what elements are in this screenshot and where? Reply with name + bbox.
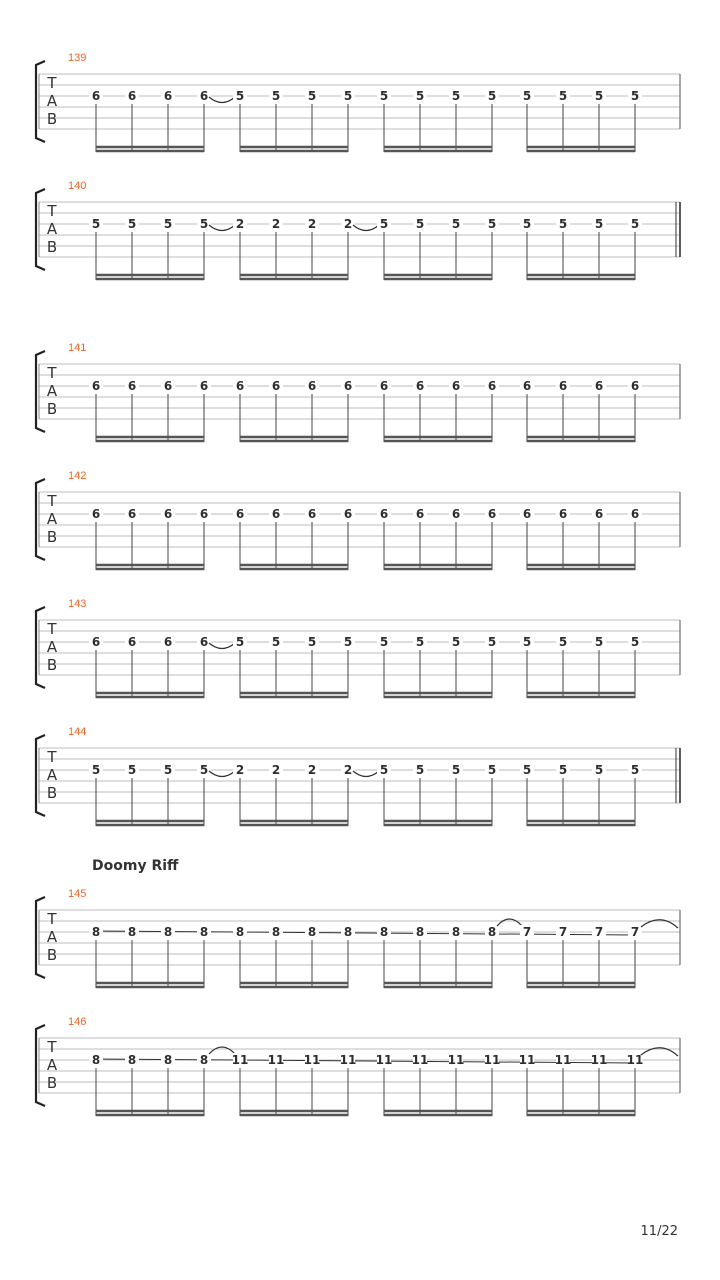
fret-number: 6 — [235, 507, 245, 521]
fret-number: 11 — [267, 1053, 285, 1067]
tab-system — [36, 726, 680, 826]
measure-number: 141 — [68, 342, 87, 354]
measure-number: 144 — [68, 726, 87, 738]
fret-number: 6 — [199, 89, 209, 103]
tab-clef-letter: B — [46, 528, 58, 546]
tab-system — [36, 180, 680, 280]
fret-number: 8 — [451, 925, 461, 939]
fret-number: 5 — [91, 217, 101, 231]
fret-number: 6 — [594, 379, 604, 393]
fret-number: 6 — [522, 379, 532, 393]
fret-number: 2 — [271, 217, 281, 231]
tab-system — [36, 52, 680, 152]
fret-number: 8 — [163, 1053, 173, 1067]
fret-number: 7 — [558, 925, 568, 939]
fret-number: 6 — [91, 89, 101, 103]
fret-number: 6 — [199, 379, 209, 393]
fret-number: 6 — [163, 635, 173, 649]
fret-number: 2 — [235, 217, 245, 231]
fret-number: 5 — [199, 217, 209, 231]
fret-number: 5 — [343, 635, 353, 649]
tab-clef-letter: A — [46, 638, 58, 656]
fret-number: 6 — [379, 507, 389, 521]
system-bracket — [36, 479, 45, 560]
tab-clef-letter: A — [46, 92, 58, 110]
fret-number: 7 — [594, 925, 604, 939]
fret-number: 5 — [379, 217, 389, 231]
tab-clef-letter: T — [47, 74, 57, 92]
fret-number: 6 — [127, 379, 137, 393]
fret-number: 8 — [91, 1053, 101, 1067]
tab-clef-letter: B — [46, 784, 58, 802]
fret-number: 2 — [343, 763, 353, 777]
fret-number: 11 — [411, 1053, 429, 1067]
fret-number: 6 — [199, 507, 209, 521]
fret-number: 11 — [590, 1053, 608, 1067]
measure-number: 142 — [68, 470, 87, 482]
fret-number: 5 — [522, 635, 532, 649]
tie — [353, 225, 379, 231]
fret-number: 8 — [379, 925, 389, 939]
fret-number: 5 — [522, 89, 532, 103]
tie — [497, 919, 522, 926]
fret-number: 5 — [487, 217, 497, 231]
fret-number: 7 — [630, 925, 640, 939]
fret-number: 6 — [630, 507, 640, 521]
tab-clef-letter: T — [47, 202, 57, 220]
system-bracket — [36, 351, 45, 432]
system-bracket — [36, 1025, 45, 1106]
fret-number: 5 — [522, 217, 532, 231]
fret-number: 8 — [127, 925, 137, 939]
fret-number: 5 — [487, 635, 497, 649]
fret-number: 6 — [415, 379, 425, 393]
fret-number: 5 — [127, 217, 137, 231]
fret-number: 5 — [594, 763, 604, 777]
fret-number: 11 — [483, 1053, 501, 1067]
fret-number: 5 — [127, 763, 137, 777]
fret-number: 5 — [487, 763, 497, 777]
fret-number: 5 — [415, 217, 425, 231]
fret-number: 5 — [415, 763, 425, 777]
fret-number: 6 — [127, 635, 137, 649]
fret-number: 6 — [558, 507, 568, 521]
tab-clef-letter: T — [47, 620, 57, 638]
measure-number: 140 — [68, 180, 87, 192]
fret-number: 6 — [271, 379, 281, 393]
tab-systems — [36, 52, 680, 1116]
fret-number: 5 — [199, 763, 209, 777]
tab-clef-letter: T — [47, 492, 57, 510]
fret-number: 8 — [235, 925, 245, 939]
fret-number: 5 — [594, 89, 604, 103]
fret-number: 6 — [271, 507, 281, 521]
fret-number: 5 — [630, 89, 640, 103]
tab-clef-letter: A — [46, 928, 58, 946]
fret-number: 6 — [522, 507, 532, 521]
fret-number: 5 — [451, 763, 461, 777]
measure-number: 139 — [68, 52, 87, 64]
tab-clef-letter: T — [47, 748, 57, 766]
fret-number: 8 — [199, 1053, 209, 1067]
fret-number: 5 — [271, 635, 281, 649]
fret-number: 5 — [594, 635, 604, 649]
fret-number: 11 — [447, 1053, 465, 1067]
fret-number: 5 — [307, 89, 317, 103]
fret-number: 6 — [91, 635, 101, 649]
fret-number: 6 — [343, 379, 353, 393]
tab-clef-letter: A — [46, 766, 58, 784]
fret-number: 5 — [163, 217, 173, 231]
fret-number: 5 — [163, 763, 173, 777]
tab-clef-letter: B — [46, 656, 58, 674]
fret-number: 6 — [127, 89, 137, 103]
fret-number: 6 — [487, 379, 497, 393]
fret-number: 5 — [235, 635, 245, 649]
tab-system — [36, 470, 680, 570]
fret-number: 11 — [518, 1053, 536, 1067]
tab-clef-letter: T — [47, 1038, 57, 1056]
tab-clef-letter: A — [46, 1056, 58, 1074]
fret-number: 11 — [339, 1053, 357, 1067]
tab-clef-letter: B — [46, 946, 58, 964]
tab-clef-letter: B — [46, 110, 58, 128]
tie — [209, 225, 235, 231]
fret-number: 5 — [558, 635, 568, 649]
fret-number: 8 — [343, 925, 353, 939]
system-bracket — [36, 189, 45, 270]
system-bracket — [36, 61, 45, 142]
fret-number: 8 — [199, 925, 209, 939]
tab-clef-letter: A — [46, 382, 58, 400]
fret-number: 5 — [558, 217, 568, 231]
fret-number: 6 — [343, 507, 353, 521]
tab-clef-letter: B — [46, 1074, 58, 1092]
fret-number: 6 — [127, 507, 137, 521]
fret-number: 2 — [235, 763, 245, 777]
system-bracket — [36, 735, 45, 816]
fret-number: 11 — [231, 1053, 249, 1067]
system-bracket — [36, 897, 45, 978]
fret-number: 6 — [163, 507, 173, 521]
fret-number: 5 — [451, 635, 461, 649]
fret-number: 6 — [630, 379, 640, 393]
fret-number: 2 — [271, 763, 281, 777]
fret-number: 7 — [522, 925, 532, 939]
fret-number: 5 — [451, 89, 461, 103]
fret-number: 11 — [626, 1053, 644, 1067]
fret-number: 5 — [558, 89, 568, 103]
fret-number: 6 — [415, 507, 425, 521]
fret-number: 6 — [558, 379, 568, 393]
measure-number: 145 — [68, 888, 87, 900]
fret-number: 5 — [91, 763, 101, 777]
tab-clef-letter: A — [46, 510, 58, 528]
fret-number: 5 — [451, 217, 461, 231]
fret-number: 6 — [91, 379, 101, 393]
fret-number: 5 — [487, 89, 497, 103]
fret-number: 6 — [199, 635, 209, 649]
fret-number: 2 — [307, 217, 317, 231]
tie — [209, 643, 235, 649]
tab-system — [36, 598, 680, 698]
fret-number: 8 — [307, 925, 317, 939]
tab-clef-letter: B — [46, 400, 58, 418]
tab-clef-letter: B — [46, 238, 58, 256]
fret-number: 6 — [379, 379, 389, 393]
tie — [353, 771, 379, 777]
fret-number: 2 — [343, 217, 353, 231]
fret-number: 5 — [379, 763, 389, 777]
fret-number: 8 — [271, 925, 281, 939]
system-bracket — [36, 607, 45, 688]
tab-system — [36, 1016, 680, 1116]
fret-number: 8 — [415, 925, 425, 939]
fret-number: 11 — [375, 1053, 393, 1067]
fret-number: 11 — [554, 1053, 572, 1067]
fret-number: 8 — [163, 925, 173, 939]
tab-clef-letter: T — [47, 910, 57, 928]
measure-number: 143 — [68, 598, 87, 610]
fret-number: 11 — [303, 1053, 321, 1067]
tab-clef-letter: T — [47, 364, 57, 382]
fret-number: 6 — [451, 507, 461, 521]
measure-number: 146 — [68, 1016, 87, 1028]
fret-number: 5 — [630, 635, 640, 649]
fret-number: 6 — [163, 89, 173, 103]
fret-number: 5 — [594, 217, 604, 231]
fret-number: 5 — [343, 89, 353, 103]
fret-number: 2 — [307, 763, 317, 777]
fret-number: 5 — [415, 89, 425, 103]
fret-number: 6 — [91, 507, 101, 521]
fret-number: 6 — [235, 379, 245, 393]
tie — [209, 97, 235, 103]
tab-system — [36, 342, 680, 442]
fret-number: 5 — [379, 635, 389, 649]
fret-number: 5 — [630, 217, 640, 231]
tab-clef-letter: A — [46, 220, 58, 238]
fret-number: 6 — [487, 507, 497, 521]
fret-number: 5 — [235, 89, 245, 103]
fret-number: 5 — [271, 89, 281, 103]
fret-number: 6 — [594, 507, 604, 521]
fret-number: 8 — [487, 925, 497, 939]
fret-number: 6 — [163, 379, 173, 393]
fret-number: 5 — [415, 635, 425, 649]
fret-number: 5 — [307, 635, 317, 649]
section-label-doomy-riff: Doomy Riff — [92, 858, 179, 874]
fret-number: 5 — [558, 763, 568, 777]
fret-number: 5 — [522, 763, 532, 777]
fret-number: 6 — [451, 379, 461, 393]
fret-number: 6 — [307, 507, 317, 521]
tab-system — [36, 888, 680, 988]
fret-number: 8 — [127, 1053, 137, 1067]
fret-number: 5 — [630, 763, 640, 777]
fret-number: 8 — [91, 925, 101, 939]
tie — [209, 771, 235, 777]
page-number: 11/22 — [640, 1224, 678, 1239]
fret-number: 5 — [379, 89, 389, 103]
fret-number: 6 — [307, 379, 317, 393]
